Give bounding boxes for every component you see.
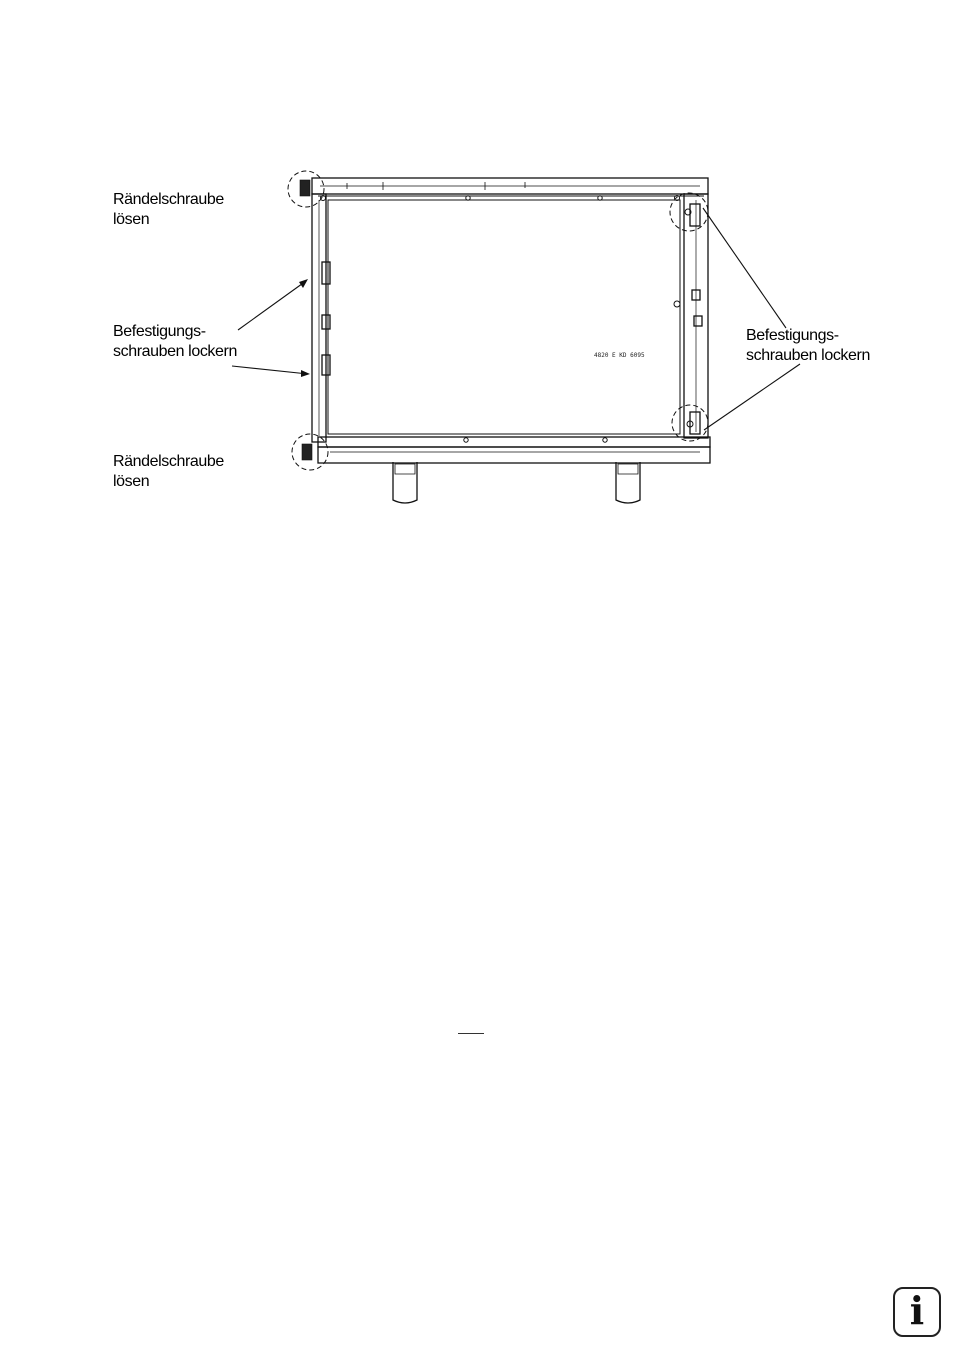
- leader-line: [703, 208, 786, 328]
- callout-line: Befestigungs-: [113, 323, 206, 340]
- arrowhead: [301, 370, 310, 377]
- callout-line: Rändelschraube: [113, 191, 224, 208]
- leader-line: [232, 366, 308, 374]
- bottom-rail: [318, 437, 710, 447]
- inner-panel: [328, 200, 680, 434]
- callout-line: Rändelschraube: [113, 453, 224, 470]
- part-number: 4820 E KD 6095: [594, 352, 645, 359]
- callout-line: lösen: [113, 211, 150, 228]
- callout-line: schrauben lockern: [113, 343, 237, 360]
- leader-line: [704, 364, 800, 430]
- foot-left: [393, 462, 417, 503]
- callout-line: Befestigungs-: [746, 327, 839, 344]
- callout-line: schrauben lockern: [746, 347, 870, 364]
- foot-right: [616, 462, 640, 503]
- information-icon: [893, 1287, 941, 1337]
- arrowhead: [299, 279, 308, 288]
- info-glyph: i: [909, 1288, 925, 1333]
- callout-line: lösen: [113, 473, 150, 490]
- detail-circle-top-right: [670, 193, 708, 231]
- separator-dash: [458, 1033, 484, 1034]
- leader-line: [238, 281, 306, 330]
